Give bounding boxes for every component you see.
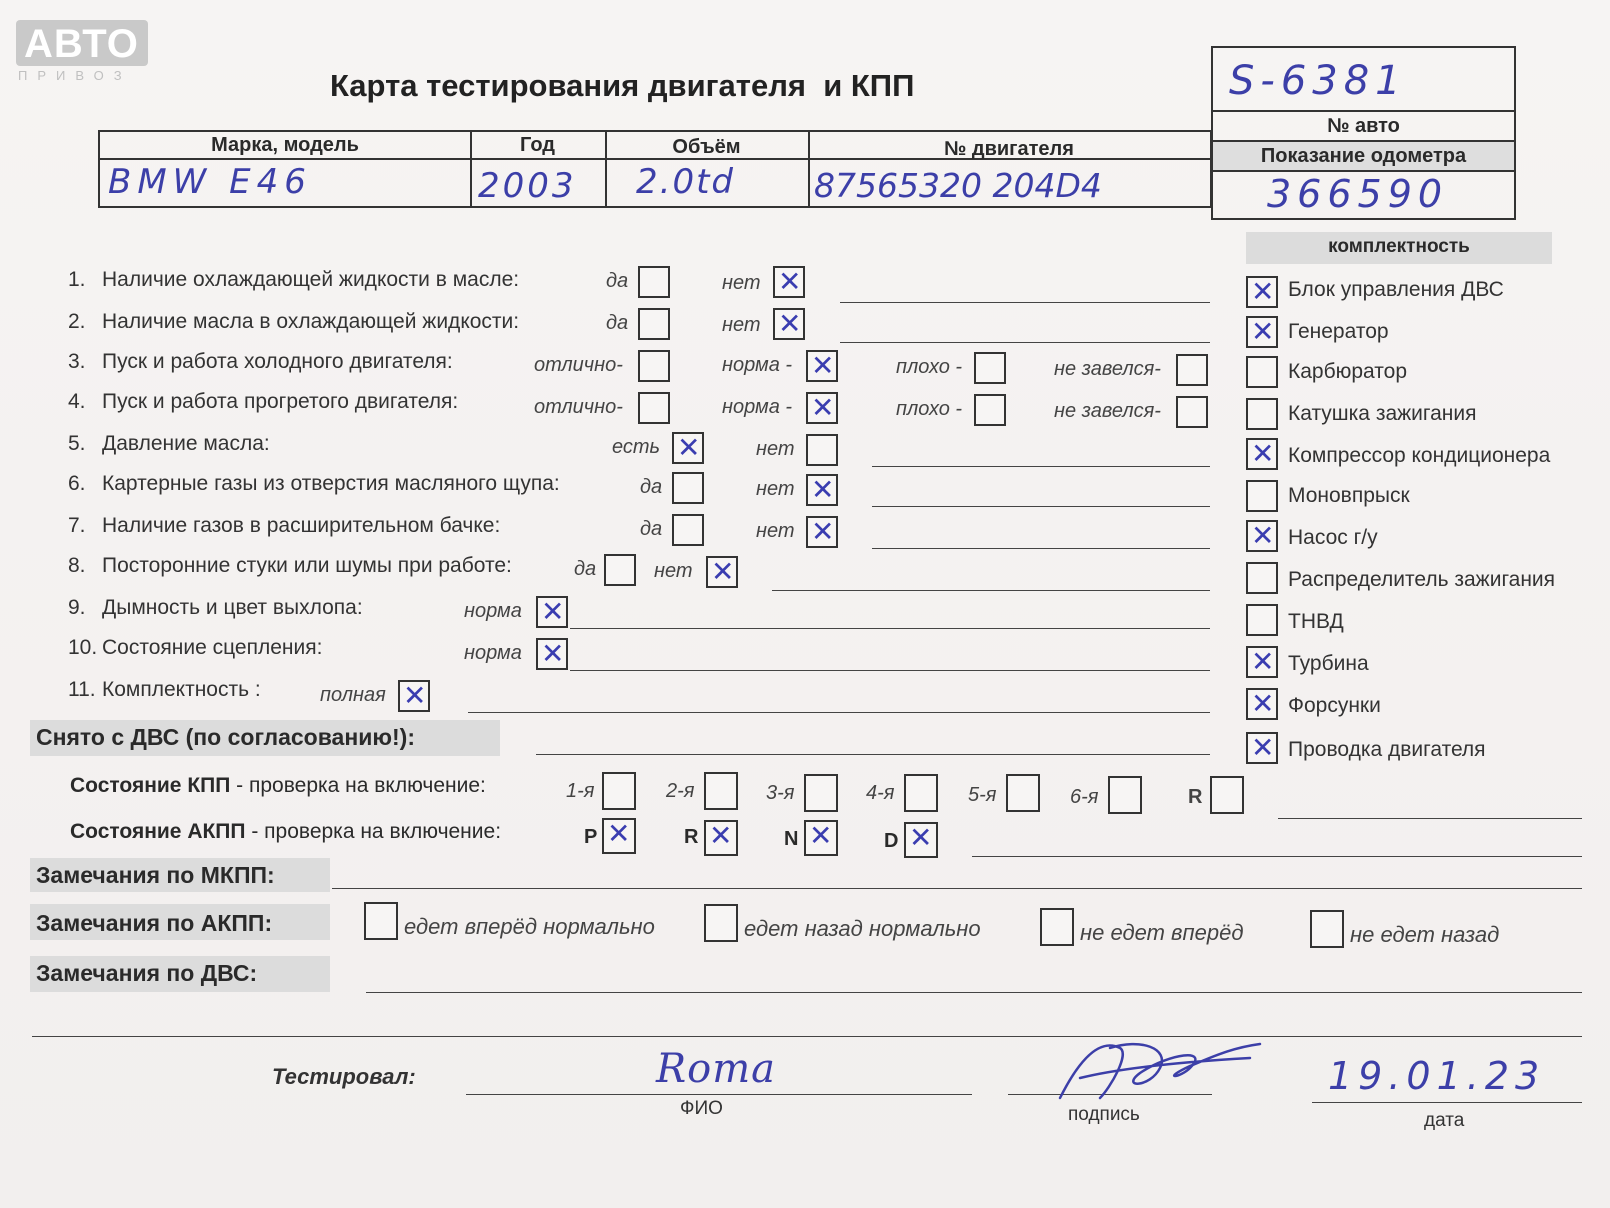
logo [16, 20, 148, 66]
date-value: 19.01.23 [1328, 1054, 1546, 1098]
option-label: норма - [722, 354, 793, 376]
option-label: плохо - [896, 356, 963, 378]
checkbox-injection-pump[interactable] [1246, 604, 1278, 636]
checkbox-gear-4[interactable] [904, 774, 938, 812]
akpp-remark-option: едет вперёд нормально [404, 914, 655, 939]
akpp-position-label: P [584, 826, 598, 848]
auto-number-value: S-6381 [1229, 58, 1407, 104]
completeness-item: Блок управления ДВС [1288, 278, 1504, 301]
option-label: не завелся- [1054, 400, 1161, 422]
gear-label: 3-я [766, 782, 795, 804]
checkbox-q6-no[interactable] [806, 474, 838, 506]
comment-line [570, 628, 1210, 629]
option-label: нет [654, 560, 693, 582]
checkbox-ecu[interactable] [1246, 276, 1278, 308]
completeness-item: Компрессор кондиционера [1288, 444, 1551, 467]
akpp-remark-option: едет назад нормально [744, 916, 981, 941]
tested-by-label: Тестировал: [272, 1064, 416, 1089]
completeness-item: Генератор [1288, 320, 1389, 343]
comment-line [468, 712, 1210, 713]
checkbox-q3-bad[interactable] [974, 352, 1006, 384]
checkbox-power-steering-pump[interactable] [1246, 520, 1278, 552]
option-label: плохо - [896, 398, 963, 420]
checkbox-ignition-coil[interactable] [1246, 398, 1278, 430]
question-number: 7. [68, 514, 86, 537]
option-label: нет [722, 314, 761, 336]
fio-label: ФИО [680, 1098, 723, 1119]
checkbox-ac-compressor[interactable] [1246, 438, 1278, 470]
checkbox-akpp-no-reverse[interactable] [1310, 910, 1344, 948]
completeness-title: комплектность [1328, 236, 1470, 257]
question-text: Посторонние стуки или шумы при работе: [102, 554, 512, 577]
kpp-line [1278, 818, 1582, 819]
akpp-remarks-label: Замечания по АКПП: [36, 910, 273, 936]
gear-label: 1-я [566, 780, 595, 802]
option-label: норма [464, 642, 522, 664]
vehicle-table [98, 130, 1212, 208]
question-text: Наличие охлаждающей жидкости в масле: [102, 268, 520, 291]
question-text: Картерные газы из отверстия масляного щупа: [102, 472, 560, 495]
date-line [1312, 1102, 1582, 1103]
checkbox-monoinjection[interactable] [1246, 480, 1278, 512]
akpp-row-label [70, 820, 501, 844]
checkbox-akpp-d[interactable] [904, 822, 938, 858]
engine-number-value: 87565320 204D4 [814, 166, 1102, 205]
option-label: нет [756, 478, 795, 500]
checkbox-akpp-p[interactable] [602, 818, 636, 854]
question-number: 9. [68, 596, 86, 619]
option-label: отлично- [534, 354, 623, 376]
checkbox-gear-3[interactable] [804, 774, 838, 812]
gear-label: 6-я [1070, 786, 1099, 808]
checkbox-generator[interactable] [1246, 316, 1278, 348]
gear-label: 2-я [666, 780, 695, 802]
comment-line [872, 466, 1210, 467]
question-number: 10. [68, 636, 98, 659]
gear-label: 4-я [866, 782, 895, 804]
tester-name-handwriting: Roma [656, 1046, 776, 1092]
checkbox-q4-bad[interactable] [974, 394, 1006, 426]
option-label: нет [722, 272, 761, 294]
checkbox-q8-yes[interactable] [604, 554, 636, 586]
completeness-item: Катушка зажигания [1288, 402, 1477, 425]
logo-text: АВТО [24, 22, 139, 66]
question-text: Давление масла: [102, 432, 270, 455]
question-number: 11. [68, 678, 96, 701]
question-number: 3. [68, 350, 86, 373]
comment-line [570, 670, 1210, 671]
checkbox-gear-5[interactable] [1006, 774, 1040, 812]
date-label: дата [1424, 1110, 1465, 1131]
removed-line [536, 754, 1210, 755]
checkbox-carburetor[interactable] [1246, 356, 1278, 388]
option-label: да [640, 476, 663, 498]
akpp-remark-option: не едет вперёд [1080, 920, 1244, 945]
akpp-remark-option: не едет назад [1350, 922, 1500, 947]
checkbox-turbine[interactable] [1246, 646, 1278, 678]
auto-number-label: № авто [1213, 110, 1514, 140]
question-number: 6. [68, 472, 86, 495]
auto-number-box [1211, 46, 1516, 220]
question-number: 8. [68, 554, 86, 577]
question-text: Дымность и цвет выхлопа: [102, 596, 363, 619]
checkbox-q5-yes[interactable] [672, 432, 704, 464]
completeness-item: Турбина [1288, 652, 1369, 675]
akpp-line [972, 856, 1582, 857]
checkbox-akpp-n[interactable] [804, 820, 838, 856]
option-label: норма - [722, 396, 793, 418]
question-number: 5. [68, 432, 86, 455]
checkbox-q6-yes[interactable] [672, 472, 704, 504]
completeness-item: ТНВД [1288, 610, 1344, 633]
checkbox-engine-wiring[interactable] [1246, 732, 1278, 764]
comment-line [840, 342, 1210, 343]
completeness-item: Карбюратор [1288, 360, 1408, 383]
completeness-item: Насос г/у [1288, 526, 1378, 549]
checkbox-q7-yes[interactable] [672, 514, 704, 546]
col-volume-header: Объём [672, 136, 741, 158]
option-label: да [640, 518, 663, 540]
checkbox-q5-no[interactable] [806, 434, 838, 466]
akpp-rest: - проверка на включение: [245, 820, 502, 843]
dvs-remarks-line [366, 992, 1582, 993]
comment-line [872, 506, 1210, 507]
signature-image [1040, 1018, 1270, 1118]
removed-label: Снято с ДВС (по согласованию!): [36, 724, 415, 750]
option-label: да [574, 558, 597, 580]
option-label: да [606, 270, 629, 292]
akpp-position-label: N [784, 828, 799, 850]
checkbox-q2-no[interactable] [773, 308, 805, 340]
checkbox-gear-2[interactable] [704, 772, 738, 810]
kpp-rest: - проверка на включение: [230, 774, 486, 797]
checkbox-q2-yes[interactable] [638, 308, 670, 340]
option-label: нет [756, 438, 795, 460]
option-label: норма [464, 600, 522, 622]
checkbox-akpp-forward-ok[interactable] [364, 902, 398, 940]
col-model-header: Марка, модель [211, 134, 359, 156]
question-number: 1. [68, 268, 86, 291]
checkbox-gear-r[interactable] [1210, 776, 1244, 814]
question-number: 4. [68, 390, 86, 413]
gear-label: R [1188, 786, 1203, 808]
page-title: Карта тестирования двигателя и КПП [330, 68, 915, 103]
option-label: да [606, 312, 629, 334]
mkpp-remarks-line [332, 888, 1582, 889]
signature-label: подпись [1068, 1104, 1140, 1125]
question-text: Наличие газов в расширительном бачке: [102, 514, 501, 537]
checkbox-q3-excellent[interactable] [638, 350, 670, 382]
option-label: отлично- [534, 396, 623, 418]
checkbox-q4-normal[interactable] [806, 392, 838, 424]
question-text: Пуск и работа холодного двигателя: [102, 350, 453, 373]
logo-subtext: ПРИВОЗ [18, 68, 132, 83]
option-label: есть [612, 436, 661, 458]
volume-value: 2.0td [636, 162, 735, 202]
question-text: Состояние сцепления: [102, 636, 323, 659]
kpp-bold: Состояние КПП [70, 774, 231, 797]
gear-label: 5-я [968, 784, 997, 806]
checkbox-q3-normal[interactable] [806, 350, 838, 382]
completeness-item: Моновпрыск [1288, 484, 1410, 507]
option-label: не завелся- [1054, 358, 1161, 380]
checkbox-injectors[interactable] [1246, 688, 1278, 720]
option-label: нет [756, 520, 795, 542]
question-text: Комплектность : [102, 678, 261, 701]
checkbox-q3-not-started[interactable] [1176, 354, 1208, 386]
akpp-position-label: D [884, 830, 899, 852]
question-text: Пуск и работа прогретого двигателя: [102, 390, 459, 413]
dvs-remarks-line-2 [32, 1036, 1582, 1037]
checkbox-akpp-r[interactable] [704, 820, 738, 856]
checkbox-q9-normal[interactable] [536, 596, 568, 628]
checkbox-akpp-no-forward[interactable] [1040, 908, 1074, 946]
option-label: полная [320, 684, 386, 706]
checkbox-q7-no[interactable] [806, 516, 838, 548]
mkpp-remarks-label: Замечания по МКПП: [36, 862, 275, 888]
col-year-header: Год [520, 134, 555, 156]
col-engine-header: № двигателя [944, 138, 1074, 160]
completeness-item: Проводка двигателя [1288, 738, 1486, 761]
year-value: 2003 [478, 166, 577, 206]
akpp-bold: Состояние АКПП [70, 820, 246, 843]
comment-line [772, 590, 1210, 591]
question-text: Наличие масла в охлаждающей жидкости: [102, 310, 520, 333]
checkbox-distributor[interactable] [1246, 562, 1278, 594]
checkbox-q4-not-started[interactable] [1176, 396, 1208, 428]
odometer-value: 366590 [1267, 172, 1449, 216]
checkbox-q8-no[interactable] [706, 556, 738, 588]
akpp-position-label: R [684, 826, 699, 848]
checkbox-gear-1[interactable] [602, 772, 636, 810]
odometer-label: Показание одометра [1213, 140, 1514, 172]
model-value: BMW E46 [108, 162, 312, 202]
checkbox-gear-6[interactable] [1108, 776, 1142, 814]
checkbox-q10-normal[interactable] [536, 638, 568, 670]
completeness-item: Распределитель зажигания [1288, 568, 1556, 591]
comment-line [840, 302, 1210, 303]
checkbox-q1-no[interactable] [773, 266, 805, 298]
checkbox-q1-yes[interactable] [638, 266, 670, 298]
kpp-row-label [70, 774, 486, 798]
fio-line [466, 1094, 972, 1095]
question-number: 2. [68, 310, 86, 333]
completeness-item: Форсунки [1288, 694, 1381, 717]
dvs-remarks-label: Замечания по ДВС: [36, 960, 258, 986]
checkbox-akpp-reverse-ok[interactable] [704, 904, 738, 942]
checkbox-q4-excellent[interactable] [638, 392, 670, 424]
comment-line [872, 548, 1210, 549]
checkbox-q11-full[interactable] [398, 680, 430, 712]
